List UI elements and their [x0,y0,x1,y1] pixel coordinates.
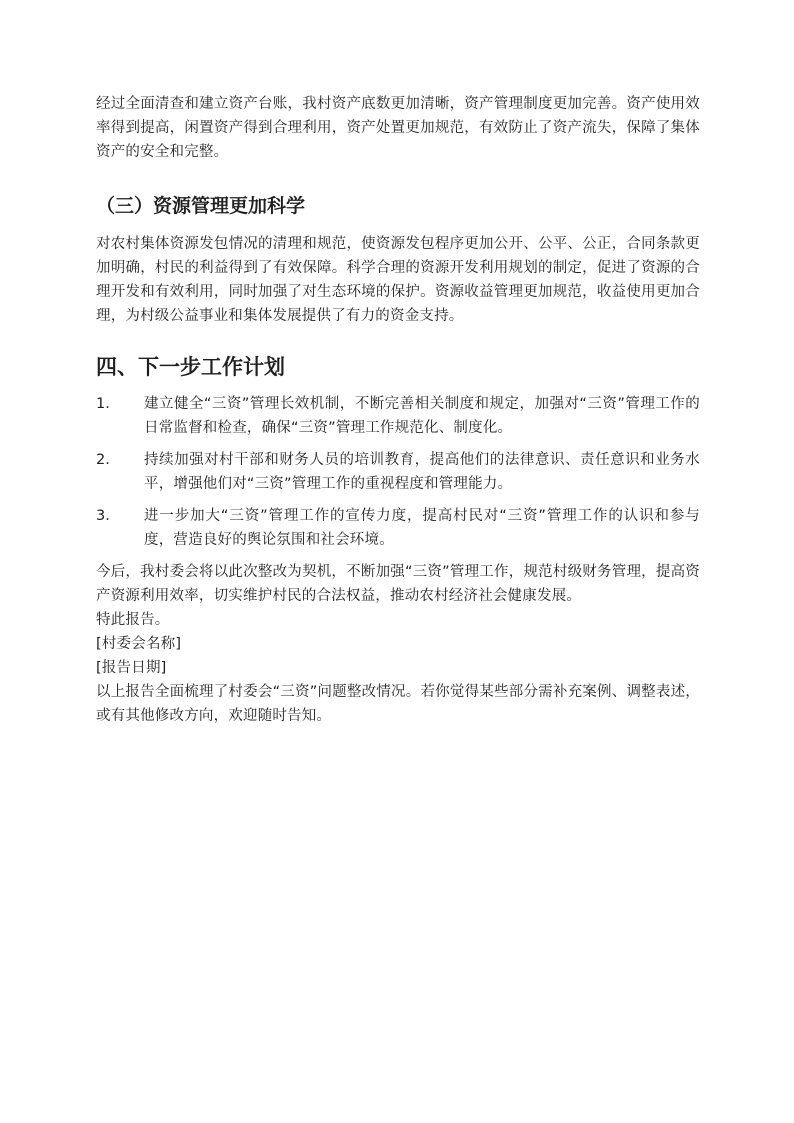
list-item [96,448,700,496]
report-date-placeholder: [报告日期] [96,660,167,676]
subheading-resource-management: （三）资源管理更加科学 [96,195,306,217]
plan-list [96,392,700,552]
paragraph-closing: 今后，我村委会将以此次整改为契机，不断加强“三资”管理工作，规范村级财务管理，提高资产资源利用效率，切实维护村民的合法权益，推动农村经济社会健康发展。 [96,564,700,604]
list-item-text: 建立健全“三资”管理长效机制，不断完善相关制度和规定，加强对“三资”管理工作的日常监督和检查，确保“三资”管理工作规范化、制度化。 [144,396,700,436]
list-item-number: 2. [96,452,110,468]
heading-next-steps: 四、下一步工作计划 [96,355,285,379]
final-note: 以上报告全面梳理了村委会“三资”问题整改情况。若你觉得某些部分需补充案例、调整表述，或有其他修改方向，欢迎随时告知。 [96,684,700,724]
paragraph-asset-results: 经过全面清查和建立资产台账，我村资产底数更加清晰，资产管理制度更加完善。资产使用效率得到提高，闲置资产得到合理利用，资产处置更加规范，有效防止了资产流失，保障了集体资产的安全和完整。 [96,96,700,160]
list-item [96,392,700,440]
list-item-number: 1. [96,396,110,412]
list-item-number: 3. [96,508,110,524]
list-item-text: 持续加强对村干部和财务人员的培训教育，提高他们的法律意识、责任意识和业务水平，增强他们对“三资”管理工作的重视程度和管理能力。 [144,452,700,492]
list-item [96,504,700,552]
list-item-text: 进一步加大“三资”管理工作的宣传力度，提高村民对“三资”管理工作的认识和参与度，营造良好的舆论氛围和社会环境。 [144,508,700,548]
paragraph-resource-results: 对农村集体资源发包情况的清理和规范，使资源发包程序更加公开、公平、公正，合同条款更加明确，村民的利益得到了有效保障。科学合理的资源开发利用规划的制定，促进了资源的合理开发和有效利用，同时加强了对生态环境的保护。资源收益管理更加规范，收益使用更加合理，为村级公益事业和集体发展提供了有力的资金支持。 [96,236,700,324]
committee-name-placeholder: [村委会名称] [96,636,182,652]
document-page [96,92,700,728]
closing-note: 特此报告。 [96,612,170,628]
